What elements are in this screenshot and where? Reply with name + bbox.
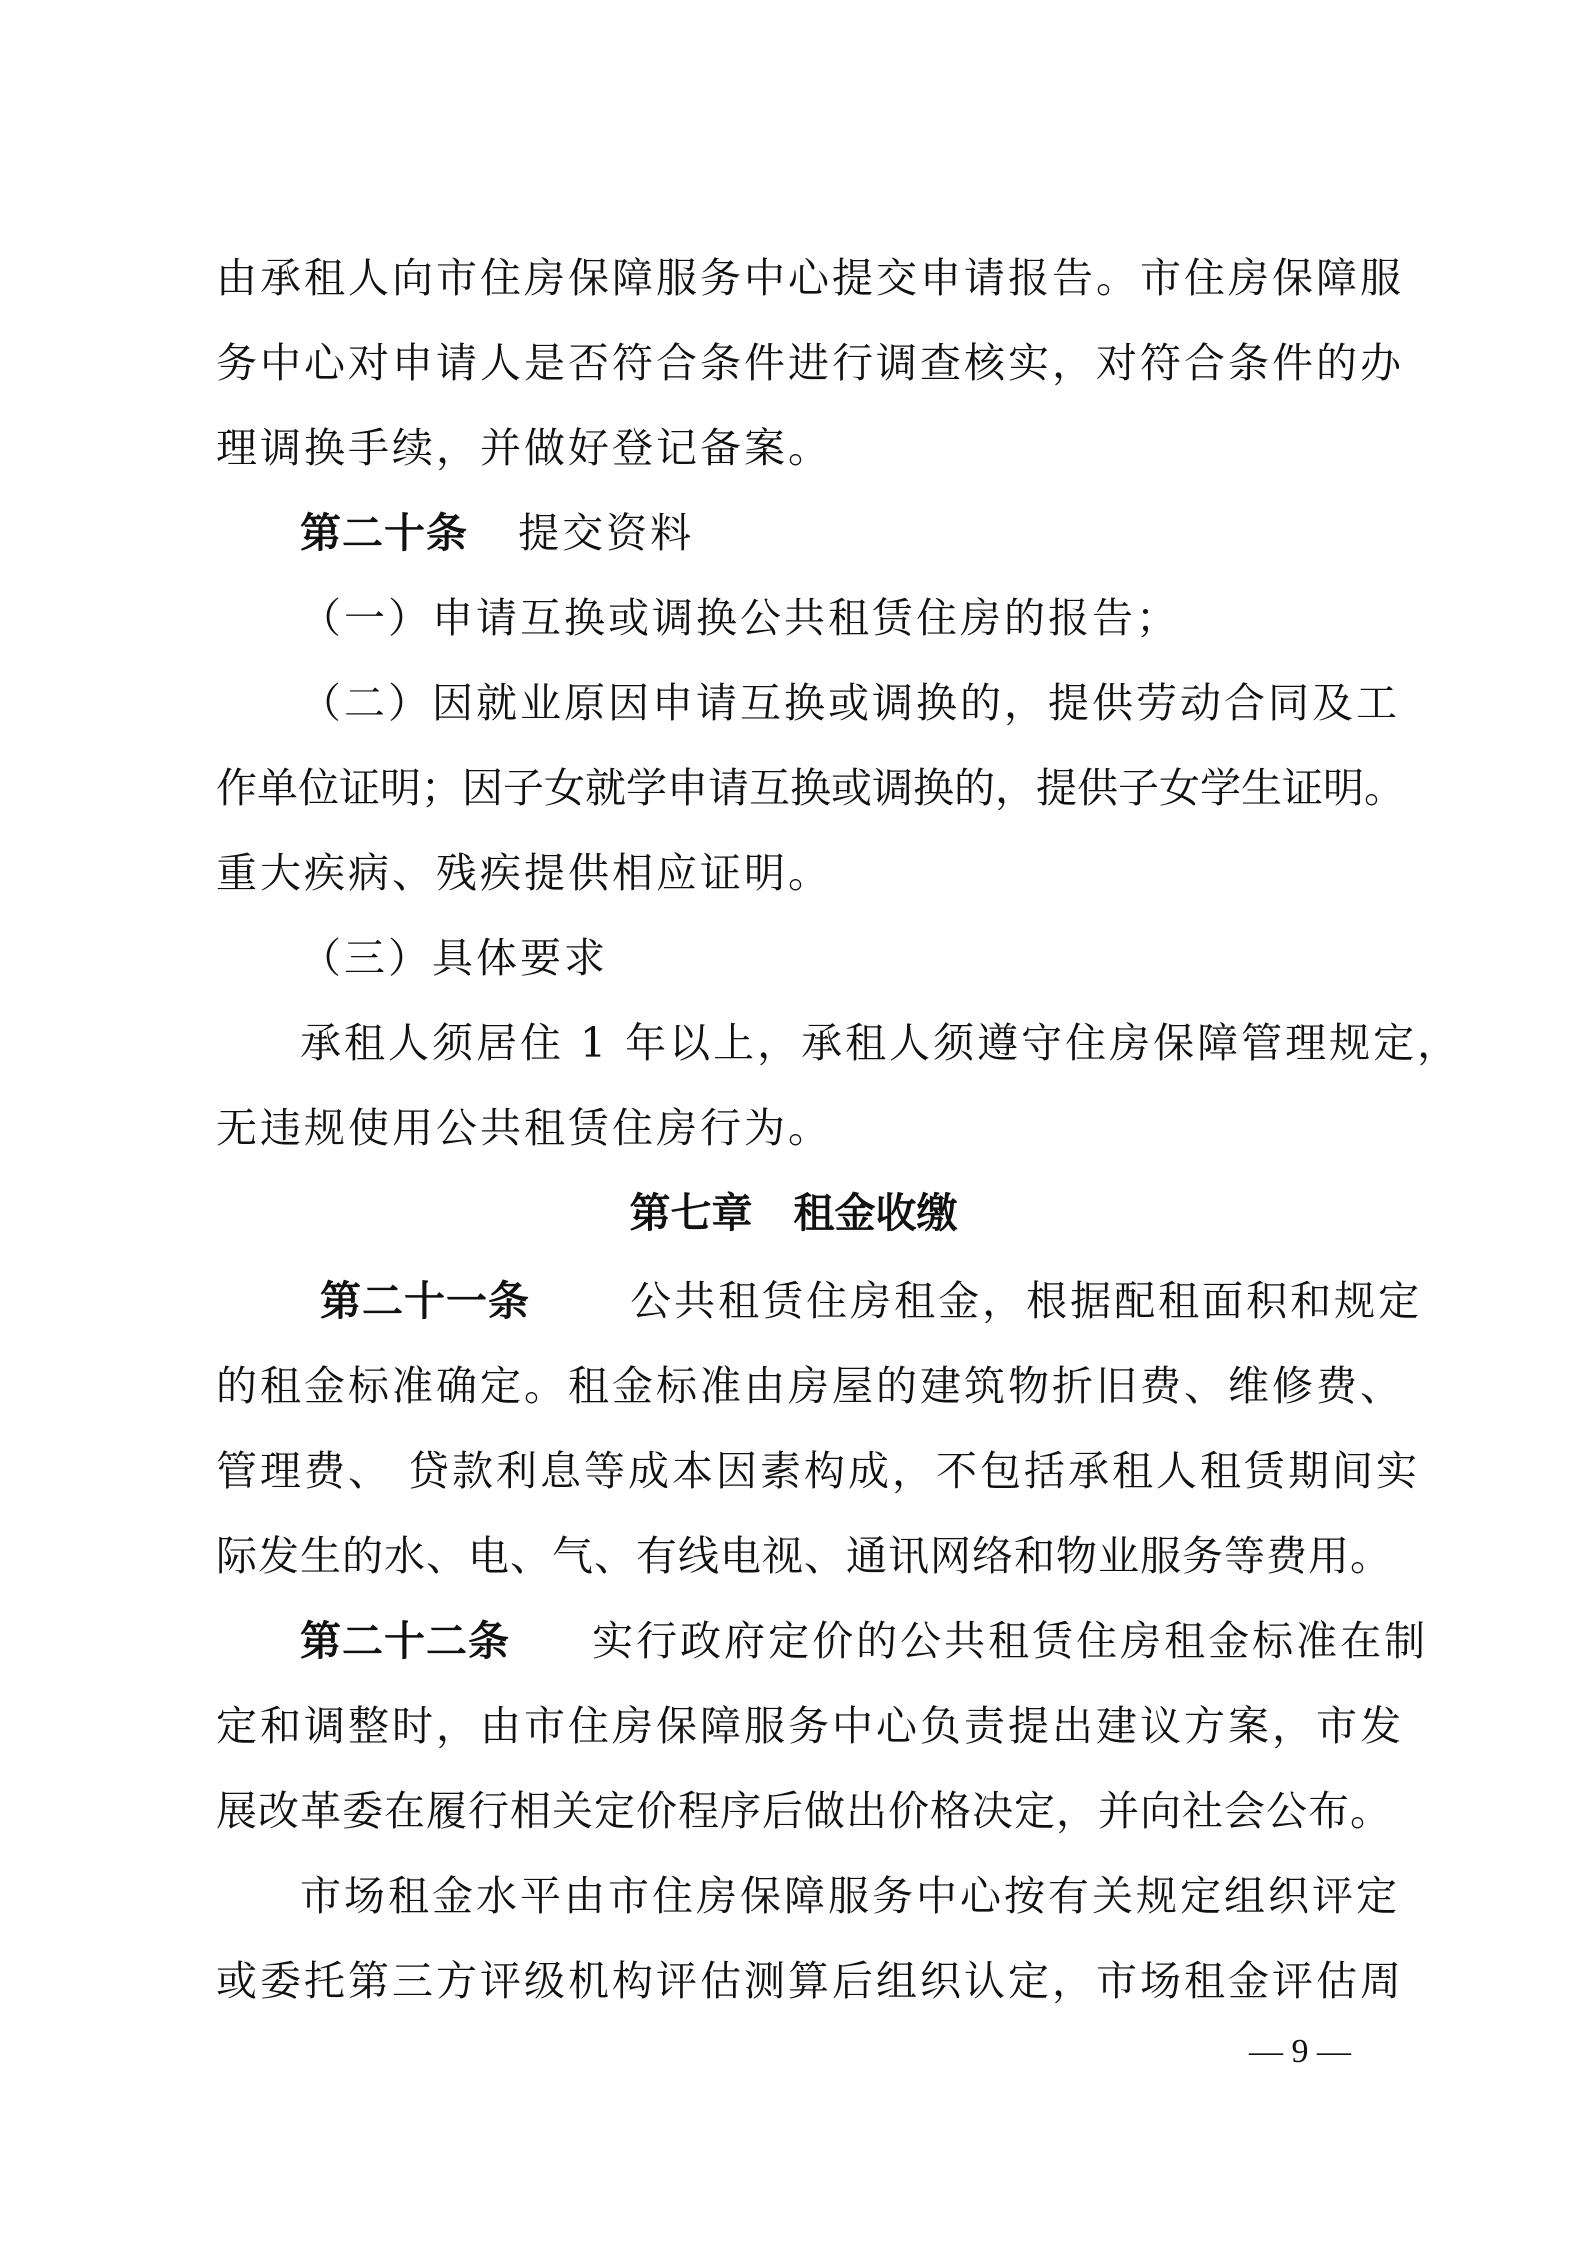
- body-line: 定和调整时，由市住房保障服务中心负责提出建议方案，市发: [216, 1702, 1404, 1750]
- body-line: 理调换手续，并做好登记备案。: [216, 424, 832, 472]
- article-20-heading: [300, 503, 1376, 563]
- body-line: 或委托第三方评级机构评估测算后组织认定，市场租金评估周: [216, 1957, 1404, 2005]
- page-number: — 9 —: [1249, 2033, 1351, 2070]
- body-line: 由承租人向市住房保障服务中心提交申请报告。市住房保障服: [216, 254, 1404, 302]
- article-20-title: 第二十条: [300, 509, 468, 557]
- body-line: 承租人须居住 1 年以上，承租人须遵守住房保障管理规定，: [300, 1019, 1462, 1067]
- body-line: 的租金标准确定。租金标准由房屋的建筑物折旧费、维修费、: [216, 1362, 1404, 1410]
- article-22-title: 第二十二条: [300, 1617, 510, 1665]
- article-21-title: 第二十一条: [320, 1277, 530, 1325]
- body-line: 展改革委在履行相关定价程序后做出价格决定，并向社会公布。: [216, 1787, 1392, 1835]
- article-21-line: [320, 1271, 1423, 1331]
- article-21-text: 公共租赁住房租金，根据配租面积和规定: [630, 1277, 1423, 1325]
- body-line: 无违规使用公共租赁住房行为。: [216, 1104, 832, 1152]
- article-22-text: 实行政府定价的公共租赁住房租金标准在制: [592, 1617, 1429, 1665]
- article-20-text: 提交资料: [518, 509, 695, 557]
- body-line: （三）具体要求: [300, 934, 608, 982]
- body-line: （二）因就业原因申请互换或调换的，提供劳动合同及工: [300, 679, 1400, 727]
- body-line: 际发生的水、电、气、有线电视、通讯网络和物业服务等费用。: [216, 1532, 1392, 1580]
- body-line: 管理费、 贷款利息等成本因素构成，不包括承租人租赁期间实: [216, 1447, 1421, 1495]
- body-line: 务中心对申请人是否符合条件进行调查核实，对符合条件的办: [216, 339, 1404, 387]
- article-22-line: [300, 1611, 1429, 1671]
- body-line: 重大疾病、残疾提供相应证明。: [216, 849, 832, 897]
- body-line: 市场租金水平由市住房保障服务中心按有关规定组织评定: [300, 1872, 1400, 1920]
- chapter-heading: 第七章 租金收缴: [629, 1189, 958, 1237]
- body-line: （一）申请互换或调换公共租赁住房的报告；: [300, 594, 1180, 642]
- body-line: 作单位证明；因子女就学申请互换或调换的，提供子女学生证明。: [216, 764, 1405, 812]
